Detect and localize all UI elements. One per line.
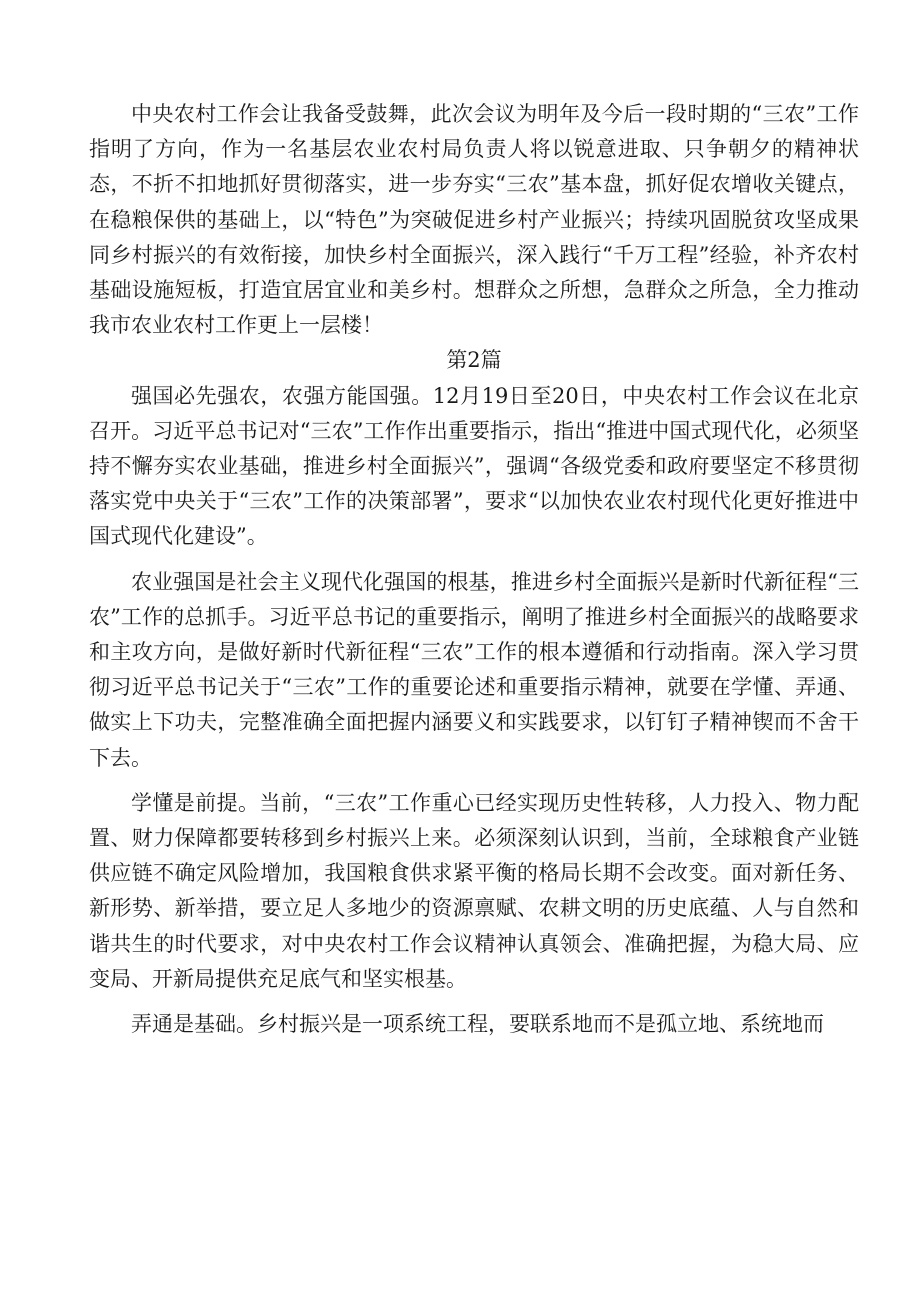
paragraph-study-premise: 学懂是前提。当前，“三农”工作重心已经实现历史性转移，人力投入、物力配置、财力保障都要转移到乡村振兴上来。必须深刻认识到，当前，全球粮食产业链供应链不确定风险增加，我国粮食供求紧平衡的格局长期不会改变。面对新任务、新形势、新举措，要立足人多地少的资源禀赋、农耕文明的历史底蕴、人与自然和谐共生的时代要求，对中央农村工作会议精神认真领会、准确把握，为稳大局、应变局、开新局提供充足底气和坚实根基。 [89, 790, 859, 991]
document-body [89, 97, 859, 1042]
paragraph-agricultural-power: 农业强国是社会主义现代化强国的根基，推进乡村全面振兴是新时代新征程“三农”工作的总抓手。习近平总书记的重要指示，阐明了推进乡村全面振兴的战略要求和主攻方向，是做好新时代新征程“三农”工作的根本遵循和行动指南。深入学习贯彻习近平总书记关于“三农”工作的重要论述和重要指示精神，就要在学懂、弄通、做实上下功夫，完整准确全面把握内涵要义和实践要求，以钉钉子精神锲而不舍干下去。 [89, 569, 859, 770]
paragraph-conference-summary: 强国必先强农，农强方能国强。12月19日至20日，中央农村工作会议在北京召开。习近平总书记对“三农”工作作出重要指示，指出“推进中国式现代化，必须坚持不懈夯实农业基础，推进乡村全面振兴”，强调“各级党委和政府要坚定不移贯彻落实党中央关于“三农”工作的决策部署”，要求“以加快农业农村现代化更好推进中国式现代化建设”。 [89, 383, 859, 549]
paragraph-understanding-foundation: 弄通是基础。乡村振兴是一项系统工程，要联系地而不是孤立地、系统地而 [131, 1012, 824, 1037]
section-heading: 第2篇 [446, 348, 502, 373]
paragraph-intro-conclusion: 中央农村工作会让我备受鼓舞，此次会议为明年及今后一段时期的“三农”工作指明了方向，作为一名基层农业农村局负责人将以锐意进取、只争朝夕的精神状态，不折不扣地抓好贯彻落实，进一步夯实“三农”基本盘，抓好促农增收关键点，在稳粮保供的基础上，以“特色”为突破促进乡村产业振兴；持续巩固脱贫攻坚成果同乡村振兴的有效衔接，加快乡村全面振兴，深入践行“千万工程”经验，补齐农村基础设施短板，打造宜居宜业和美乡村。想群众之所想，急群众之所急，全力推动我市农业农村工作更上一层楼！ [89, 102, 859, 338]
